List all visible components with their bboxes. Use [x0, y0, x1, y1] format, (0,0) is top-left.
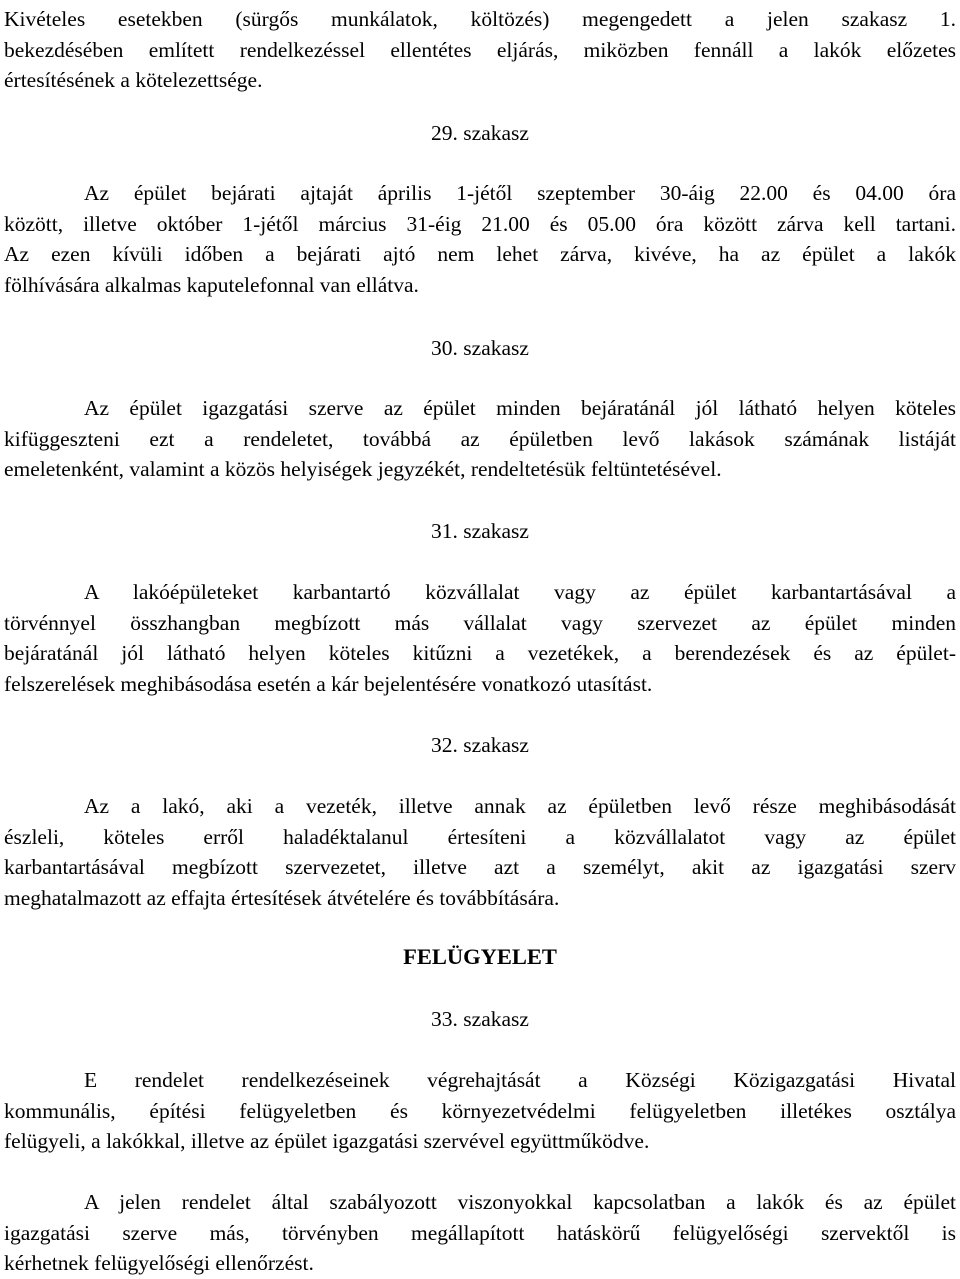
section-33-title: 33. szakasz: [431, 1007, 529, 1031]
paragraph-line: között, illetve október 1-jétől március 31-éig 21.00 és 05.00 óra között zárva kell tartani.: [4, 211, 956, 236]
paragraph-intro: [4, 4, 956, 96]
paragraph-line: meghatalmazott az effajta értesítések átvételére és továbbítására.: [4, 885, 560, 910]
paragraph-line: bejáratánál jól látható helyen köteles kitűzni a vezetékek, a berendezések és az épület-: [4, 641, 956, 665]
paragraph-line: Az épület igazgatási szerve az épület minden bejáratánál jól látható helyen köteles: [84, 396, 956, 420]
paragraph-line: kommunális, építési felügyeletben és környezetvédelmi felügyeletben illetékes osztálya: [4, 1098, 956, 1123]
paragraph-section-32: [4, 791, 956, 913]
paragraph-line: törvénnyel összhangban megbízott más vállalat vagy szervezet az épület minden: [4, 610, 956, 635]
paragraph-section-33-first: [4, 1065, 956, 1157]
paragraph-line: fölhívására alkalmas kaputelefonnal van ellátva.: [4, 272, 419, 297]
paragraph-line: Az épület bejárati ajtaját április 1-jétől szeptember 30-áig 22.00 és 04.00 óra: [84, 181, 956, 205]
paragraph-line: A lakóépületeket karbantartó közvállalat vagy az épület karbantartásával a: [84, 580, 956, 604]
paragraph-line: karbantartásával megbízott szervezetet, illetve azt a személyt, akit az igazgatási szerv: [4, 855, 956, 879]
paragraph-line: E rendelet rendelkezéseinek végrehajtását a Községi Közigazgatási Hivatal: [84, 1068, 956, 1092]
section-29-title: 29. szakasz: [431, 121, 529, 145]
section-31-title: 31. szakasz: [431, 519, 529, 543]
chapter-heading: FELÜGYELET: [403, 944, 557, 969]
section-30-title: 30. szakasz: [431, 336, 529, 360]
paragraph-line: Az ezen kívüli időben a bejárati ajtó nem lehet zárva, kivéve, ha az épület a lakók: [4, 242, 956, 266]
paragraph-line: felügyeli, a lakókkal, illetve az épület igazgatási szervével együttműködve.: [4, 1129, 650, 1153]
paragraph-line: értesítésének a kötelezettsége.: [4, 68, 263, 92]
paragraph-section-33-second: [4, 1187, 956, 1279]
paragraph-section-30: [4, 393, 956, 485]
paragraph-line: bekezdésében említett rendelkezéssel ellentétes eljárás, miközben fennáll a lakók előzetes: [4, 37, 956, 62]
paragraph-line: igazgatási szerve más, törvényben megállapított hatáskörű felügyelőségi szervektől is: [4, 1220, 956, 1245]
paragraph-line: kérhetnek felügyelőségi ellenőrzést.: [4, 1251, 314, 1275]
paragraph-line: emeletenként, valamint a közös helyiségek jegyzékét, rendeltetésük feltüntetésével.: [4, 457, 722, 481]
paragraph-line: Kivételes esetekben (sürgős munkálatok, költözés) megengedett a jelen szakasz 1.: [4, 7, 956, 31]
paragraph-line: észleli, köteles erről haladéktalanul értesíteni a közvállalatot vagy az épület: [4, 824, 956, 849]
paragraph-section-31: [4, 577, 956, 699]
paragraph-line: kifüggeszteni ezt a rendeletet, továbbá az épületben levő lakások számának listáját: [4, 426, 956, 451]
paragraph-line: A jelen rendelet által szabályozott viszonyokkal kapcsolatban a lakók és az épület: [84, 1190, 956, 1214]
paragraph-line: Az a lakó, aki a vezeték, illetve annak az épületben levő része meghibásodását: [84, 794, 956, 818]
section-32-title: 32. szakasz: [431, 733, 529, 757]
paragraph-line: felszerelések meghibásodása esetén a kár bejelentésére vonatkozó utasítást.: [4, 671, 653, 696]
paragraph-section-29: [4, 178, 956, 300]
